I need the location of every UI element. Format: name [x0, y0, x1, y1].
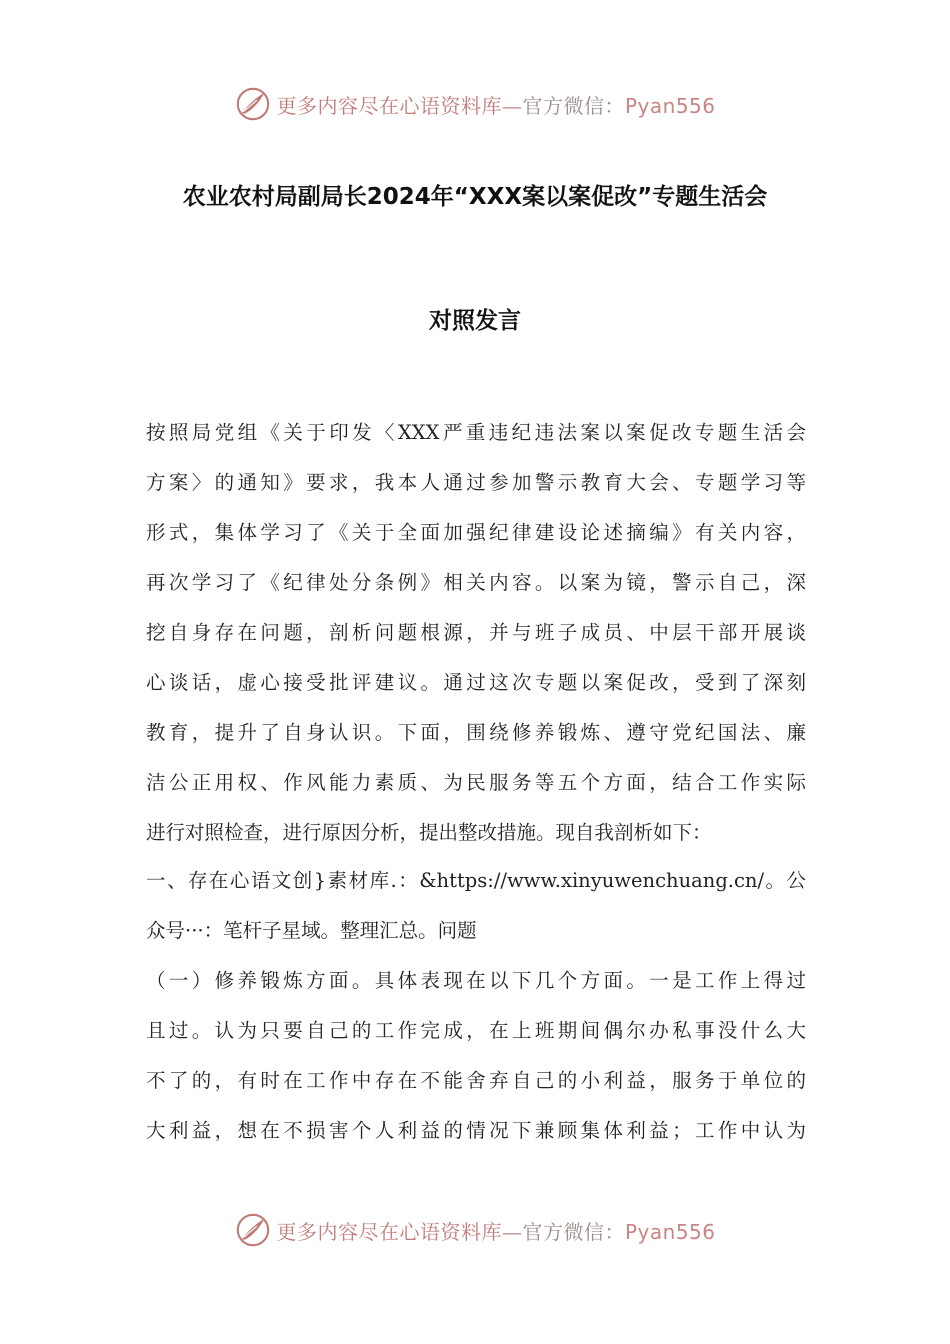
watermark-label: 官方微信：	[522, 1219, 625, 1244]
paragraph-line: 一、存在心语文创}素材库.：&https://www.xinyuwenchuang.cn/。公	[146, 869, 806, 892]
paragraph-line: 大利益，想在不损害个人利益的情况下兼顾集体利益；工作中认为	[146, 1119, 806, 1142]
paragraph-line: 按照局党组《关于印发〈XXX严重违纪违法案以案促改专题生活会	[146, 421, 806, 444]
footer-watermark	[0, 1208, 950, 1252]
watermark-separator: —	[501, 1219, 523, 1244]
intro-paragraph	[146, 408, 806, 858]
paragraph-line: 洁公正用权、作风能力素质、为民服务等五个方面，结合工作实际	[146, 771, 806, 794]
paragraph-line: 形式，集体学习了《关于全面加强纪律建设论述摘编》有关内容，	[146, 521, 806, 544]
watermark-text	[276, 90, 715, 119]
watermark-id: Pyan556	[624, 93, 716, 118]
paragraph-line: 教育，提升了自身认识。下面，围绕修养锻炼、遵守党纪国法、廉	[146, 721, 806, 744]
section-heading	[146, 856, 806, 956]
document-title-line-2: 对照发言	[429, 308, 521, 334]
quill-logo-icon	[234, 85, 272, 123]
watermark-text	[276, 1216, 715, 1245]
subsection-paragraph	[146, 956, 806, 1156]
watermark-separator: —	[501, 93, 523, 118]
paragraph-line: 心谈话，虚心接受批评建议。通过这次专题以案促改，受到了深刻	[146, 671, 806, 694]
watermark-id: Pyan556	[624, 1219, 716, 1244]
watermark-label: 官方微信：	[522, 93, 625, 118]
watermark-main: 更多内容尽在心语资料库	[276, 1219, 502, 1244]
paragraph-line: 众号···：笔杆子星域。整理汇总。问题	[146, 919, 477, 942]
quill-logo-icon	[234, 1211, 272, 1249]
paragraph-line: 再次学习了《纪律处分条例》相关内容。以案为镜，警示自己，深	[146, 571, 806, 594]
paragraph-line: （一）修养锻炼方面。具体表现在以下几个方面。一是工作上得过	[146, 969, 806, 992]
document-title-line-1: 农业农村局副局长2024年“XXX案以案促改”专题生活会	[182, 184, 768, 210]
paragraph-line: 挖自身存在问题，剖析问题根源，并与班子成员、中层干部开展谈	[146, 621, 806, 644]
header-watermark	[0, 82, 950, 126]
watermark-main: 更多内容尽在心语资料库	[276, 93, 502, 118]
paragraph-line: 且过。认为只要自己的工作完成，在上班期间偶尔办私事没什么大	[146, 1019, 806, 1042]
paragraph-line: 方案〉的通知》要求，我本人通过参加警示教育大会、专题学习等	[146, 471, 806, 494]
paragraph-line: 进行对照检查，进行原因分析，提出整改措施。现自我剖析如下：	[146, 821, 712, 844]
paragraph-line: 不了的，有时在工作中存在不能舍弃自己的小利益，服务于单位的	[146, 1069, 806, 1092]
